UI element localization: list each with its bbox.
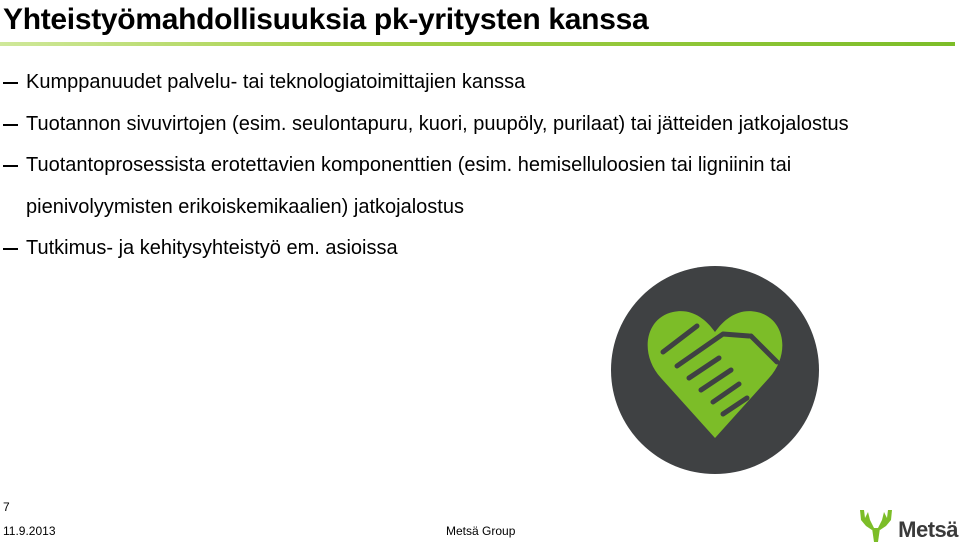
bullet-item	[0, 228, 940, 270]
footer-organization: Metsä Group	[446, 524, 516, 538]
bullet-item	[0, 145, 940, 228]
bullet-text: Kumppanuudet palvelu- tai teknologiatoimittajien kanssa	[26, 71, 526, 93]
bullet-item	[0, 62, 940, 104]
dash-bullet-icon	[3, 165, 18, 167]
moose-antlers-logo	[856, 504, 896, 544]
slide-title: Yhteistyömahdollisuuksia pk-yritysten kanssa	[3, 3, 649, 36]
footer-date: 11.9.2013	[3, 524, 56, 538]
bullet-text: Tuotannon sivuvirtojen (esim. seulontapuru, kuori, puupöly, purilaat) tai jätteiden jatkojalostus	[26, 112, 849, 135]
brand-name: Metsä	[898, 517, 958, 542]
dash-bullet-icon	[3, 124, 18, 126]
dash-bullet-icon	[3, 248, 18, 250]
heart-handshake-icon	[611, 266, 819, 474]
brand-logo	[856, 500, 958, 544]
bullet-item	[0, 104, 940, 146]
dash-bullet-icon	[3, 82, 18, 84]
title-underline	[0, 42, 955, 46]
page-number: 7	[3, 500, 10, 514]
bullet-list	[0, 62, 940, 270]
bullet-text: Tutkimus- ja kehitysyhteistyö em. asioissa	[26, 237, 398, 259]
bullet-text: Tuotantoprosessista erotettavien komponenttien (esim. hemiselluloosien tai ligniinin tai pienivolyymisten erikoiskemikaalien) jatkojalostus	[26, 154, 792, 218]
